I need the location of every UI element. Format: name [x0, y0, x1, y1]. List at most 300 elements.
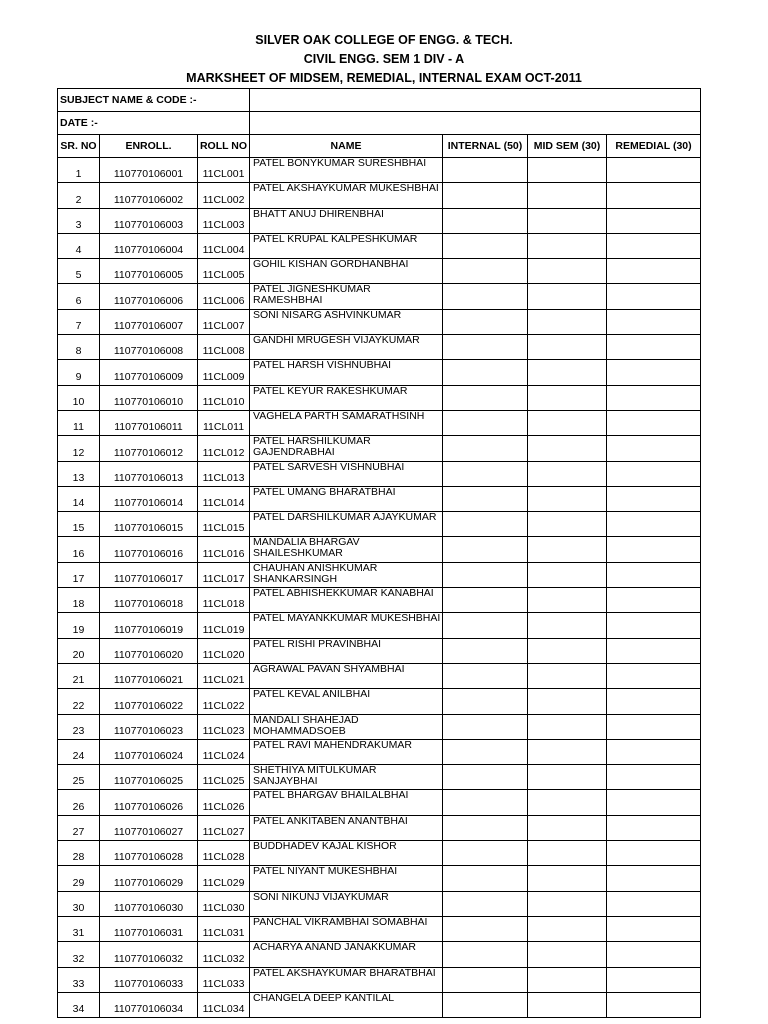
- internal-mark-cell[interactable]: [443, 309, 528, 334]
- roll-no-cell: 11CL014: [198, 486, 250, 511]
- internal-mark-cell[interactable]: [443, 588, 528, 613]
- enroll-cell: 110770106021: [100, 663, 198, 688]
- remedial-mark-cell[interactable]: [607, 259, 701, 284]
- midsem-mark-cell[interactable]: [528, 486, 607, 511]
- student-name-text: AGRAWAL PAVAN SHYAMBHAI: [253, 662, 405, 675]
- roll-no-cell: 11CL011: [198, 410, 250, 435]
- table-row: [58, 663, 701, 688]
- enroll-cell: 110770106016: [100, 537, 198, 562]
- table-row: [58, 360, 701, 385]
- sr-no-cell: 5: [58, 259, 100, 284]
- remedial-mark-cell[interactable]: [607, 841, 701, 866]
- internal-mark-cell[interactable]: [443, 916, 528, 941]
- enroll-cell: 110770106003: [100, 208, 198, 233]
- internal-mark-cell[interactable]: [443, 613, 528, 638]
- student-name-cell: [250, 259, 443, 284]
- marksheet-table: [57, 88, 701, 1018]
- enroll-cell: 110770106030: [100, 891, 198, 916]
- sr-no-cell: 26: [58, 790, 100, 815]
- internal-mark-cell[interactable]: [443, 183, 528, 208]
- sr-no-cell: 12: [58, 436, 100, 461]
- student-name-text: PATEL UMANG BHARATBHAI: [253, 485, 396, 498]
- enroll-cell: 110770106014: [100, 486, 198, 511]
- table-row: [58, 309, 701, 334]
- table-row: [58, 284, 701, 309]
- sr-no-cell: 13: [58, 461, 100, 486]
- student-name-cell: [250, 335, 443, 360]
- col-header-sr-no: SR. NO: [58, 135, 100, 158]
- internal-mark-cell[interactable]: [443, 436, 528, 461]
- sr-no-cell: 7: [58, 309, 100, 334]
- remedial-mark-cell[interactable]: [607, 486, 701, 511]
- enroll-cell: 110770106007: [100, 309, 198, 334]
- enroll-cell: 110770106011: [100, 410, 198, 435]
- subject-row: [58, 89, 701, 112]
- midsem-mark-cell[interactable]: [528, 790, 607, 815]
- table-row: [58, 183, 701, 208]
- table-row: [58, 891, 701, 916]
- student-name-text: CHAUHAN ANISHKUMAR SHANKARSINGH: [253, 561, 378, 585]
- midsem-mark-cell[interactable]: [528, 385, 607, 410]
- remedial-mark-cell[interactable]: [607, 537, 701, 562]
- student-name-cell: [250, 841, 443, 866]
- sr-no-cell: 24: [58, 739, 100, 764]
- student-name-text: MANDALI SHAHEJAD MOHAMMADSOEB: [253, 713, 359, 737]
- student-name-cell: [250, 486, 443, 511]
- remedial-mark-cell[interactable]: [607, 689, 701, 714]
- sr-no-cell: 25: [58, 765, 100, 790]
- remedial-mark-cell[interactable]: [607, 765, 701, 790]
- subject-label: SUBJECT NAME & CODE :-: [58, 89, 250, 112]
- student-name-text: PATEL AKSHAYKUMAR BHARATBHAI: [253, 966, 436, 979]
- student-name-text: PATEL DARSHILKUMAR AJAYKUMAR: [253, 511, 437, 524]
- roll-no-cell: 11CL009: [198, 360, 250, 385]
- remedial-mark-cell[interactable]: [607, 335, 701, 360]
- sr-no-cell: 17: [58, 562, 100, 587]
- table-row: [58, 992, 701, 1017]
- student-name-text: PATEL HARSH VISHNUBHAI: [253, 359, 392, 372]
- student-name-cell: [250, 284, 443, 309]
- internal-mark-cell[interactable]: [443, 512, 528, 537]
- student-name-cell: [250, 942, 443, 967]
- enroll-cell: 110770106013: [100, 461, 198, 486]
- enroll-cell: 110770106018: [100, 588, 198, 613]
- table-row: [58, 689, 701, 714]
- remedial-mark-cell[interactable]: [607, 866, 701, 891]
- roll-no-cell: 11CL024: [198, 739, 250, 764]
- sr-no-cell: 19: [58, 613, 100, 638]
- roll-no-cell: 11CL021: [198, 663, 250, 688]
- remedial-mark-cell[interactable]: [607, 436, 701, 461]
- internal-mark-cell[interactable]: [443, 765, 528, 790]
- internal-mark-cell[interactable]: [443, 259, 528, 284]
- col-header-internal: INTERNAL (50): [443, 135, 528, 158]
- roll-no-cell: 11CL012: [198, 436, 250, 461]
- internal-mark-cell[interactable]: [443, 739, 528, 764]
- roll-no-cell: 11CL006: [198, 284, 250, 309]
- midsem-mark-cell[interactable]: [528, 841, 607, 866]
- internal-mark-cell[interactable]: [443, 284, 528, 309]
- student-name-text: PATEL MAYANKKUMAR MUKESHBHAI: [253, 612, 441, 625]
- student-name-cell: [250, 158, 443, 183]
- table-row: [58, 385, 701, 410]
- student-name-text: PATEL ANKITABEN ANANTBHAI: [253, 814, 408, 827]
- midsem-mark-cell[interactable]: [528, 309, 607, 334]
- sr-no-cell: 29: [58, 866, 100, 891]
- internal-mark-cell[interactable]: [443, 866, 528, 891]
- enroll-cell: 110770106009: [100, 360, 198, 385]
- roll-no-cell: 11CL020: [198, 638, 250, 663]
- enroll-cell: 110770106001: [100, 158, 198, 183]
- student-name-cell: [250, 588, 443, 613]
- table-row: [58, 967, 701, 992]
- roll-no-cell: 11CL008: [198, 335, 250, 360]
- roll-no-cell: 11CL002: [198, 183, 250, 208]
- student-name-cell: [250, 410, 443, 435]
- enroll-cell: 110770106026: [100, 790, 198, 815]
- sr-no-cell: 27: [58, 815, 100, 840]
- roll-no-cell: 11CL030: [198, 891, 250, 916]
- midsem-mark-cell[interactable]: [528, 916, 607, 941]
- student-name-cell: [250, 562, 443, 587]
- remedial-mark-cell[interactable]: [607, 992, 701, 1017]
- midsem-mark-cell[interactable]: [528, 815, 607, 840]
- student-name-cell: [250, 183, 443, 208]
- student-name-cell: [250, 714, 443, 739]
- remedial-mark-cell[interactable]: [607, 385, 701, 410]
- remedial-mark-cell[interactable]: [607, 739, 701, 764]
- roll-no-cell: 11CL028: [198, 841, 250, 866]
- remedial-mark-cell[interactable]: [607, 208, 701, 233]
- internal-mark-cell[interactable]: [443, 385, 528, 410]
- student-name-cell: [250, 360, 443, 385]
- student-name-text: SONI NISARG ASHVINKUMAR: [253, 308, 402, 321]
- student-name-cell: [250, 208, 443, 233]
- remedial-mark-cell[interactable]: [607, 183, 701, 208]
- student-name-text: PATEL SARVESH VISHNUBHAI: [253, 460, 405, 473]
- student-name-cell: [250, 663, 443, 688]
- roll-no-cell: 11CL010: [198, 385, 250, 410]
- midsem-mark-cell[interactable]: [528, 613, 607, 638]
- table-row: [58, 410, 701, 435]
- sr-no-cell: 2: [58, 183, 100, 208]
- student-name-text: PATEL KEYUR RAKESHKUMAR: [253, 384, 408, 397]
- student-name-text: PATEL JIGNESHKUMAR RAMESHBHAI: [253, 283, 371, 307]
- remedial-mark-cell[interactable]: [607, 638, 701, 663]
- student-name-text: MANDALIA BHARGAV SHAILESHKUMAR: [253, 536, 360, 560]
- student-name-cell: [250, 689, 443, 714]
- sr-no-cell: 15: [58, 512, 100, 537]
- internal-mark-cell[interactable]: [443, 967, 528, 992]
- midsem-mark-cell[interactable]: [528, 436, 607, 461]
- sr-no-cell: 32: [58, 942, 100, 967]
- student-name-cell: [250, 537, 443, 562]
- table-row: [58, 512, 701, 537]
- student-name-text: PATEL KRUPAL KALPESHKUMAR: [253, 232, 418, 245]
- table-row: [58, 790, 701, 815]
- internal-mark-cell[interactable]: [443, 410, 528, 435]
- student-name-text: PATEL BHARGAV BHAILALBHAI: [253, 789, 409, 802]
- column-header-row: [58, 135, 701, 158]
- remedial-mark-cell[interactable]: [607, 461, 701, 486]
- student-name-text: PATEL ABHISHEKKUMAR KANABHAI: [253, 587, 434, 600]
- sr-no-cell: 30: [58, 891, 100, 916]
- enroll-cell: 110770106015: [100, 512, 198, 537]
- table-row: [58, 233, 701, 258]
- student-name-text: SONI NIKUNJ VIJAYKUMAR: [253, 890, 389, 903]
- sr-no-cell: 23: [58, 714, 100, 739]
- enroll-cell: 110770106028: [100, 841, 198, 866]
- remedial-mark-cell[interactable]: [607, 942, 701, 967]
- branch-line: CIVIL ENGG. SEM 1 DIV - A: [303, 52, 465, 66]
- enroll-cell: 110770106029: [100, 866, 198, 891]
- internal-mark-cell[interactable]: [443, 360, 528, 385]
- remedial-mark-cell[interactable]: [607, 916, 701, 941]
- student-name-text: ACHARYA ANAND JANAKKUMAR: [253, 941, 417, 954]
- student-name-cell: [250, 815, 443, 840]
- sr-no-cell: 1: [58, 158, 100, 183]
- midsem-mark-cell[interactable]: [528, 512, 607, 537]
- table-row: [58, 259, 701, 284]
- internal-mark-cell[interactable]: [443, 537, 528, 562]
- table-row: [58, 942, 701, 967]
- sr-no-cell: 21: [58, 663, 100, 688]
- roll-no-cell: 11CL013: [198, 461, 250, 486]
- student-name-cell: [250, 385, 443, 410]
- midsem-mark-cell[interactable]: [528, 208, 607, 233]
- sr-no-cell: 22: [58, 689, 100, 714]
- table-row: [58, 537, 701, 562]
- remedial-mark-cell[interactable]: [607, 410, 701, 435]
- col-header-name: NAME: [250, 135, 443, 158]
- internal-mark-cell[interactable]: [443, 790, 528, 815]
- date-label: DATE :-: [58, 112, 250, 135]
- sr-no-cell: 20: [58, 638, 100, 663]
- remedial-mark-cell[interactable]: [607, 309, 701, 334]
- midsem-mark-cell[interactable]: [528, 158, 607, 183]
- table-row: [58, 739, 701, 764]
- enroll-cell: 110770106008: [100, 335, 198, 360]
- remedial-mark-cell[interactable]: [607, 815, 701, 840]
- student-name-cell: [250, 891, 443, 916]
- midsem-mark-cell[interactable]: [528, 638, 607, 663]
- roll-no-cell: 11CL017: [198, 562, 250, 587]
- internal-mark-cell[interactable]: [443, 992, 528, 1017]
- internal-mark-cell[interactable]: [443, 689, 528, 714]
- remedial-mark-cell[interactable]: [607, 562, 701, 587]
- roll-no-cell: 11CL026: [198, 790, 250, 815]
- midsem-mark-cell[interactable]: [528, 233, 607, 258]
- table-row: [58, 335, 701, 360]
- roll-no-cell: 11CL007: [198, 309, 250, 334]
- student-name-text: PATEL KEVAL ANILBHAI: [253, 688, 371, 701]
- table-row: [58, 461, 701, 486]
- roll-no-cell: 11CL005: [198, 259, 250, 284]
- midsem-mark-cell[interactable]: [528, 663, 607, 688]
- remedial-mark-cell[interactable]: [607, 158, 701, 183]
- enroll-cell: 110770106032: [100, 942, 198, 967]
- student-name-text: GANDHI MRUGESH VIJAYKUMAR: [253, 334, 420, 347]
- midsem-mark-cell[interactable]: [528, 967, 607, 992]
- internal-mark-cell[interactable]: [443, 486, 528, 511]
- sr-no-cell: 9: [58, 360, 100, 385]
- midsem-mark-cell[interactable]: [528, 992, 607, 1017]
- sr-no-cell: 28: [58, 841, 100, 866]
- remedial-mark-cell[interactable]: [607, 284, 701, 309]
- enroll-cell: 110770106027: [100, 815, 198, 840]
- student-name-cell: [250, 436, 443, 461]
- midsem-mark-cell[interactable]: [528, 689, 607, 714]
- table-row: [58, 158, 701, 183]
- student-name-cell: [250, 512, 443, 537]
- internal-mark-cell[interactable]: [443, 714, 528, 739]
- student-name-cell: [250, 461, 443, 486]
- table-row: [58, 562, 701, 587]
- remedial-mark-cell[interactable]: [607, 714, 701, 739]
- internal-mark-cell[interactable]: [443, 208, 528, 233]
- table-row: [58, 613, 701, 638]
- roll-no-cell: 11CL019: [198, 613, 250, 638]
- internal-mark-cell[interactable]: [443, 461, 528, 486]
- roll-no-cell: 11CL001: [198, 158, 250, 183]
- student-name-cell: [250, 967, 443, 992]
- table-row: [58, 208, 701, 233]
- student-name-cell: [250, 992, 443, 1017]
- internal-mark-cell[interactable]: [443, 942, 528, 967]
- internal-mark-cell[interactable]: [443, 158, 528, 183]
- enroll-cell: 110770106004: [100, 233, 198, 258]
- midsem-mark-cell[interactable]: [528, 461, 607, 486]
- college-name: SILVER OAK COLLEGE OF ENGG. & TECH.: [255, 33, 513, 47]
- remedial-mark-cell[interactable]: [607, 233, 701, 258]
- sr-no-cell: 14: [58, 486, 100, 511]
- enroll-cell: 110770106010: [100, 385, 198, 410]
- remedial-mark-cell[interactable]: [607, 790, 701, 815]
- enroll-cell: 110770106031: [100, 916, 198, 941]
- student-name-cell: [250, 866, 443, 891]
- internal-mark-cell[interactable]: [443, 815, 528, 840]
- midsem-mark-cell[interactable]: [528, 891, 607, 916]
- roll-no-cell: 11CL032: [198, 942, 250, 967]
- col-header-enroll: ENROLL.: [100, 135, 198, 158]
- midsem-mark-cell[interactable]: [528, 866, 607, 891]
- midsem-mark-cell[interactable]: [528, 410, 607, 435]
- midsem-mark-cell[interactable]: [528, 360, 607, 385]
- student-name-text: PATEL BONYKUMAR SURESHBHAI: [253, 157, 427, 169]
- enroll-cell: 110770106024: [100, 739, 198, 764]
- sr-no-cell: 10: [58, 385, 100, 410]
- sr-no-cell: 16: [58, 537, 100, 562]
- table-row: [58, 866, 701, 891]
- midsem-mark-cell[interactable]: [528, 335, 607, 360]
- student-name-cell: [250, 309, 443, 334]
- roll-no-cell: 11CL022: [198, 689, 250, 714]
- remedial-mark-cell[interactable]: [607, 613, 701, 638]
- remedial-mark-cell[interactable]: [607, 360, 701, 385]
- table-row: [58, 815, 701, 840]
- col-header-mid-sem: MID SEM (30): [528, 135, 607, 158]
- enroll-cell: 110770106034: [100, 992, 198, 1017]
- col-header-remedial: REMEDIAL (30): [607, 135, 701, 158]
- sr-no-cell: 3: [58, 208, 100, 233]
- subject-field[interactable]: [250, 89, 701, 112]
- internal-mark-cell[interactable]: [443, 233, 528, 258]
- remedial-mark-cell[interactable]: [607, 663, 701, 688]
- internal-mark-cell[interactable]: [443, 638, 528, 663]
- midsem-mark-cell[interactable]: [528, 765, 607, 790]
- enroll-cell: 110770106025: [100, 765, 198, 790]
- student-name-text: PATEL AKSHAYKUMAR MUKESHBHAI: [253, 182, 439, 195]
- student-name-cell: [250, 233, 443, 258]
- remedial-mark-cell[interactable]: [607, 891, 701, 916]
- table-row: [58, 638, 701, 663]
- student-name-text: CHANGELA DEEP KANTILAL: [253, 991, 395, 1004]
- enroll-cell: 110770106006: [100, 284, 198, 309]
- midsem-mark-cell[interactable]: [528, 739, 607, 764]
- internal-mark-cell[interactable]: [443, 841, 528, 866]
- date-field[interactable]: [250, 112, 701, 135]
- student-name-text: SHETHIYA MITULKUMAR SANJAYBHAI: [253, 764, 377, 788]
- internal-mark-cell[interactable]: [443, 663, 528, 688]
- table-row: [58, 841, 701, 866]
- sr-no-cell: 33: [58, 967, 100, 992]
- student-name-cell: [250, 765, 443, 790]
- midsem-mark-cell[interactable]: [528, 537, 607, 562]
- midsem-mark-cell[interactable]: [528, 259, 607, 284]
- internal-mark-cell[interactable]: [443, 335, 528, 360]
- student-name-cell: [250, 739, 443, 764]
- enroll-cell: 110770106023: [100, 714, 198, 739]
- sr-no-cell: 11: [58, 410, 100, 435]
- roll-no-cell: 11CL016: [198, 537, 250, 562]
- roll-no-cell: 11CL033: [198, 967, 250, 992]
- table-row: [58, 714, 701, 739]
- date-row: [58, 112, 701, 135]
- midsem-mark-cell[interactable]: [528, 284, 607, 309]
- student-name-text: BHATT ANUJ DHIRENBHAI: [253, 207, 384, 220]
- midsem-mark-cell[interactable]: [528, 588, 607, 613]
- midsem-mark-cell[interactable]: [528, 942, 607, 967]
- student-name-text: PANCHAL VIKRAMBHAI SOMABHAI: [253, 915, 428, 928]
- table-row: [58, 436, 701, 461]
- remedial-mark-cell[interactable]: [607, 588, 701, 613]
- roll-no-cell: 11CL003: [198, 208, 250, 233]
- midsem-mark-cell[interactable]: [528, 183, 607, 208]
- sr-no-cell: 18: [58, 588, 100, 613]
- student-name-cell: [250, 638, 443, 663]
- col-header-roll-no: ROLL NO: [198, 135, 250, 158]
- midsem-mark-cell[interactable]: [528, 562, 607, 587]
- student-name-cell: [250, 790, 443, 815]
- roll-no-cell: 11CL029: [198, 866, 250, 891]
- sr-no-cell: 34: [58, 992, 100, 1017]
- enroll-cell: 110770106033: [100, 967, 198, 992]
- internal-mark-cell[interactable]: [443, 891, 528, 916]
- remedial-mark-cell[interactable]: [607, 967, 701, 992]
- enroll-cell: 110770106005: [100, 259, 198, 284]
- student-name-cell: [250, 916, 443, 941]
- table-row: [58, 486, 701, 511]
- midsem-mark-cell[interactable]: [528, 714, 607, 739]
- enroll-cell: 110770106020: [100, 638, 198, 663]
- enroll-cell: 110770106012: [100, 436, 198, 461]
- internal-mark-cell[interactable]: [443, 562, 528, 587]
- student-name-cell: [250, 613, 443, 638]
- roll-no-cell: 11CL031: [198, 916, 250, 941]
- remedial-mark-cell[interactable]: [607, 512, 701, 537]
- roll-no-cell: 11CL025: [198, 765, 250, 790]
- student-name-text: PATEL NIYANT MUKESHBHAI: [253, 865, 398, 878]
